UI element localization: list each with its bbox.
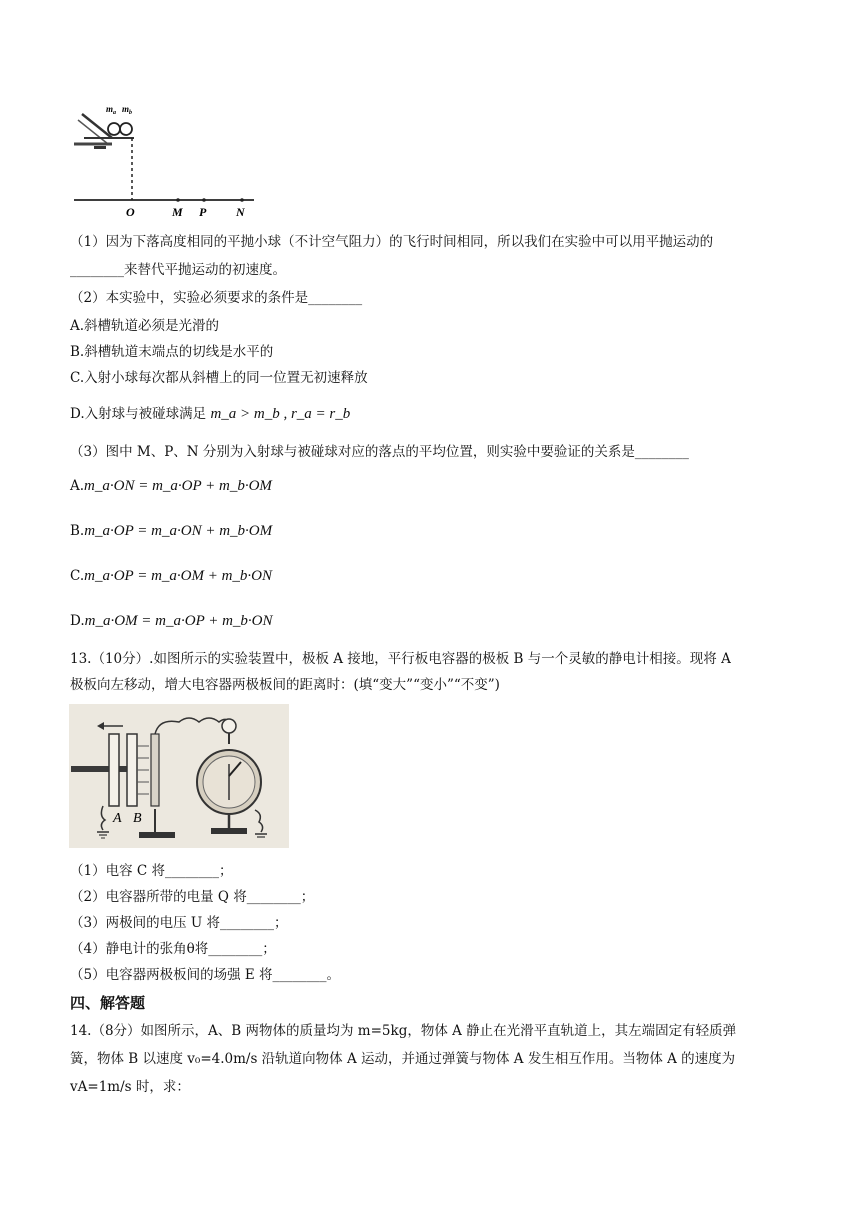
label-M: M (172, 205, 183, 219)
ball-a (108, 123, 120, 135)
option-a-formula: m_a·ON = m_a·OP + m_b·OM (84, 478, 272, 494)
section-heading: 四、解答题 (70, 994, 146, 1012)
q12-part2-option-d (70, 404, 350, 424)
collision-apparatus-figure (72, 100, 282, 225)
label-ma: $m_a$ (106, 104, 117, 116)
q13-sub2: （2）电容器所带的电量 Q 将________； (70, 889, 315, 905)
option-b-formula: m_a·OP = m_a·ON + m_b·OM (84, 523, 273, 539)
q12-part2-option-a: A.斜槽轨道必须是光滑的 (70, 318, 220, 334)
option-c-formula: m_a·OP = m_a·OM + m_b·ON (84, 568, 273, 584)
q12-part3-option-a (70, 476, 272, 496)
q12-part3-option-b (70, 521, 272, 541)
option-d-formula: m_a·OM = m_a·OP + m_b·ON (84, 613, 273, 629)
label-mb: $m_b$ (122, 104, 133, 116)
stand-base-electrometer (211, 828, 247, 834)
label-N: N (236, 205, 245, 219)
ball-b (120, 123, 132, 135)
label-plate-a: A (113, 811, 122, 826)
option-a-prefix: A. (70, 478, 85, 494)
option-b-prefix: B. (70, 523, 85, 539)
q13-sub1: （1）电容 C 将________； (70, 863, 233, 879)
label-plate-b: B (133, 811, 142, 826)
label-P: P (199, 205, 207, 219)
point-N (240, 198, 244, 202)
stand-base-b (139, 832, 175, 838)
q12-part2-question: （2）本实验中，实验必须要求的条件是________ (70, 290, 363, 306)
q12-part1-line1: （1）因为下落高度相同的平抛小球（不计空气阻力）的飞行时间相同，所以我们在实验中可以用平抛运动的 (70, 234, 714, 250)
q14-stem-line3: vA=1m/s 时，求： (70, 1079, 190, 1095)
q12-part3-option-d (70, 611, 273, 631)
q12-part2-option-b: B.斜槽轨道末端点的切线是水平的 (70, 344, 274, 360)
point-M (176, 198, 180, 202)
q14-stem-line2: 簧，物体 B 以速度 v₀=4.0m/s 沿轨道向物体 A 运动，并通过弹簧与物体 A 发生相互作用。当物体 A 的速度为 (70, 1051, 736, 1067)
q13-sub3: （3）两极间的电压 U 将________； (70, 915, 288, 931)
q14-stem-line1: 14.（8分）如图所示，A、B 两物体的质量均为 m=5kg，物体 A 静止在光滑平直轨道上，其左端固定有轻质弹 (70, 1023, 737, 1039)
q12-part3-question: （3）图中 M、P、N 分别为入射球与被碰球对应的落点的平均位置，则实验中要验证的关系是________ (70, 444, 689, 460)
plate-a (109, 734, 119, 806)
point-P (202, 198, 206, 202)
q12-part2-option-c: C.入射小球每次都从斜槽上的同一位置无初速释放 (70, 370, 368, 386)
q13-stem-line2: 极板向左移动，增大电容器两极板间的距离时：(填“变大”“变小”“不变”) (70, 677, 500, 693)
label-O: O (126, 205, 135, 219)
option-c-prefix: C. (70, 568, 85, 584)
capacitor-electrometer-figure (69, 704, 289, 848)
option-d-prefix: D. (70, 613, 85, 629)
q13-sub4: （4）静电计的张角θ将________； (70, 941, 276, 957)
q13-stem-line1: 13.（10分）.如图所示的实验装置中，极板 A 接地，平行板电容器的极板 B 与一个灵敏的静电计相接。现将 A (70, 651, 731, 667)
q12-part3-option-c (70, 566, 272, 586)
q13-sub5: （5）电容器两极板间的场强 E 将________。 (70, 967, 341, 983)
option-d-prefix: D.入射球与被碰球满足 (70, 406, 207, 422)
q12-part1-line2: ________来替代平抛运动的初速度。 (70, 262, 286, 278)
plate-b (127, 734, 137, 806)
electrometer-knob (222, 719, 236, 733)
option-d-condition: m_a > m_b , r_a = r_b (210, 406, 351, 422)
